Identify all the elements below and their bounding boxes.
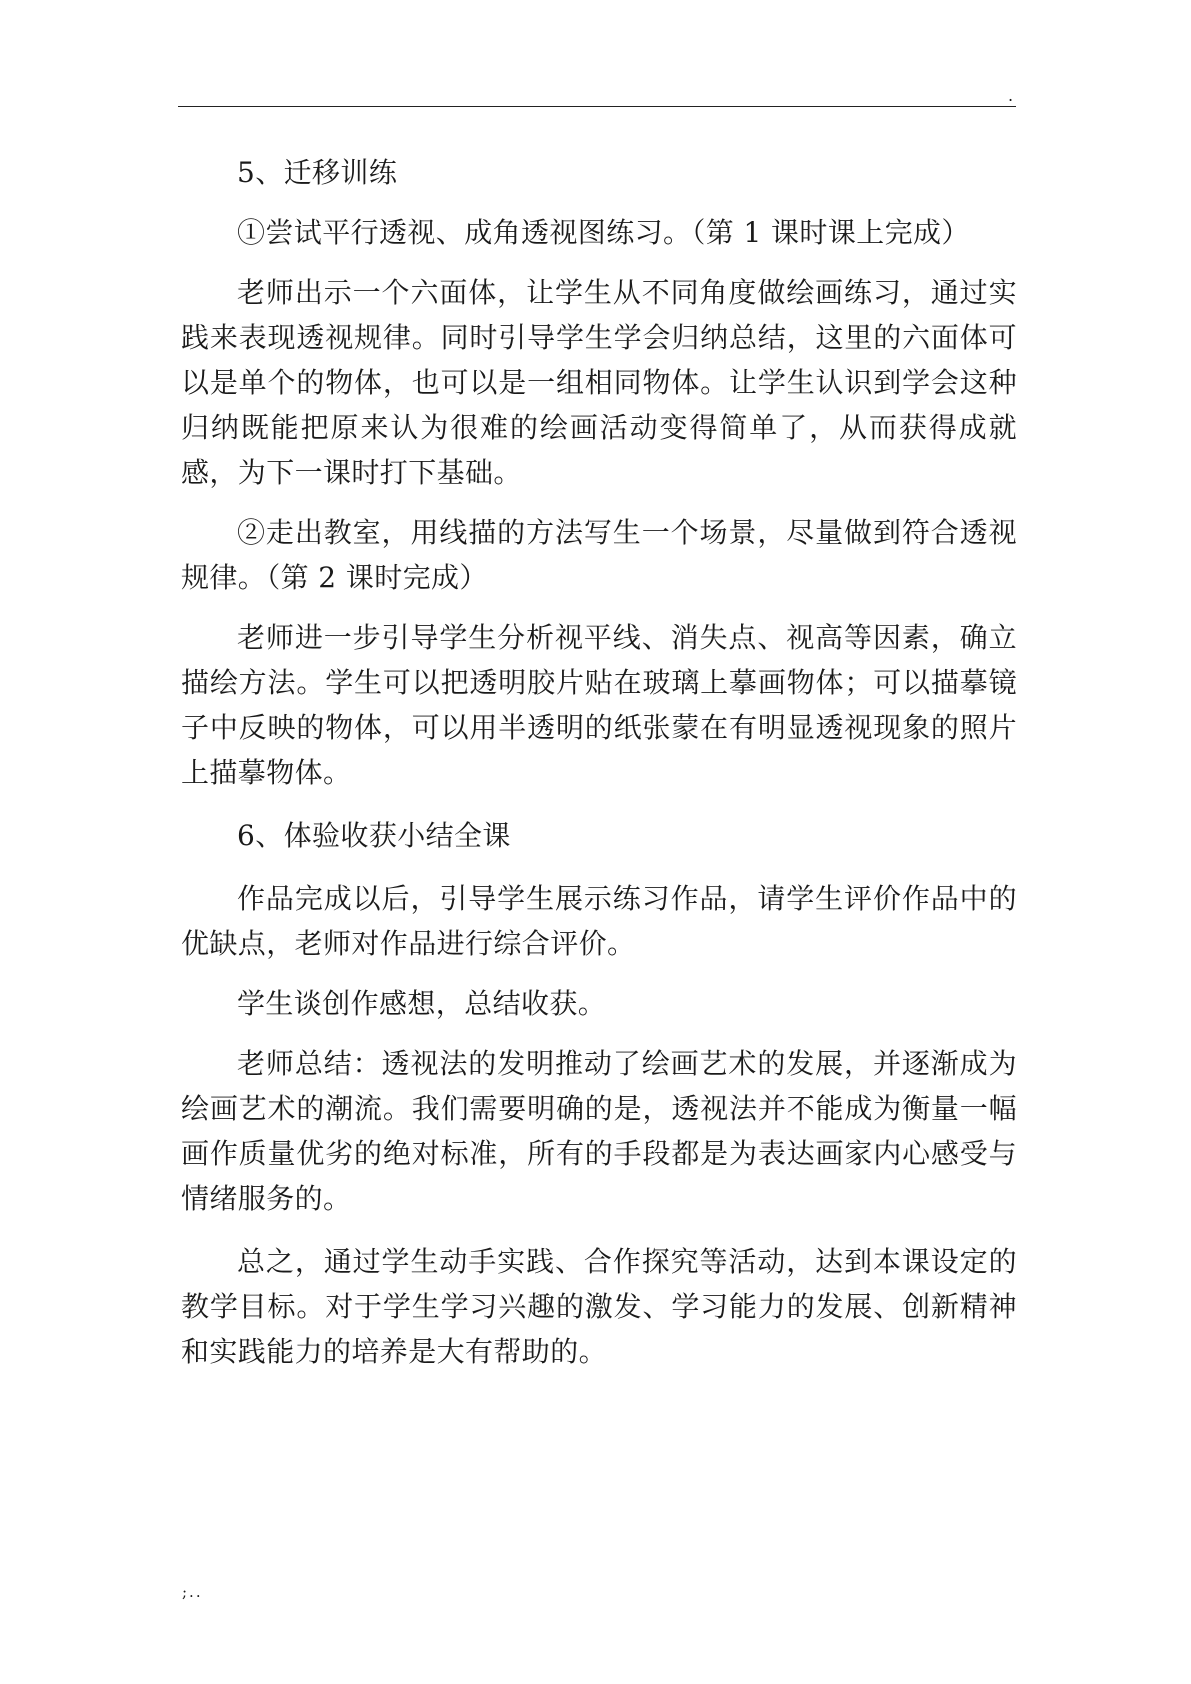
paragraph-task-2-description: 老师进一步引导学生分析视平线、消失点、视高等因素，确立描绘方法。学生可以把透明胶片贴在玻璃上摹画物体；可以描摹镜子中反映的物体，可以用半透明的纸张蒙在有明显透视现象的照片上描摹物体。 xyxy=(181,621,1017,789)
task-item-1: ①尝试平行透视、成角透视图练习。（第 1 课时课上完成） xyxy=(237,216,970,249)
task-item-2: ②走出教室，用线描的方法写生一个场景，尽量做到符合透视规律。（第 2 课时完成） xyxy=(181,516,1017,594)
section-heading-summary: 6、体验收获小结全课 xyxy=(237,819,511,852)
paragraph-evaluation: 作品完成以后，引导学生展示练习作品，请学生评价作品中的优缺点，老师对作品进行综合评价。 xyxy=(181,882,1017,960)
paragraph-teacher-summary: 老师总结：透视法的发明推动了绘画艺术的发展，并逐渐成为绘画艺术的潮流。我们需要明确的是，透视法并不能成为衡量一幅画作质量优劣的绝对标准，所有的手段都是为表达画家内心感受与情绪服务的。 xyxy=(181,1047,1017,1215)
header-corner-mark: . xyxy=(1008,86,1014,105)
paragraph-task-1-description: 老师出示一个六面体，让学生从不同角度做绘画练习，通过实践来表现透视规律。同时引导学生学会归纳总结，这里的六面体可以是单个的物体，也可以是一组相同物体。让学生认识到学会这种归纳既能把原来认为很难的绘画活动变得简单了，从而获得成就感，为下一课时打下基础。 xyxy=(181,276,1017,489)
document-body xyxy=(181,150,1017,1374)
footer-mark: ;.. xyxy=(182,1583,203,1601)
section-heading-transfer-training: 5、迁移训练 xyxy=(237,156,398,189)
paragraph-student-reflection: 学生谈创作感想，总结收获。 xyxy=(237,987,607,1020)
header-divider xyxy=(178,106,1016,107)
paragraph-conclusion: 总之，通过学生动手实践、合作探究等活动，达到本课设定的教学目标。对于学生学习兴趣的激发、学习能力的发展、创新精神和实践能力的培养是大有帮助的。 xyxy=(181,1245,1017,1368)
